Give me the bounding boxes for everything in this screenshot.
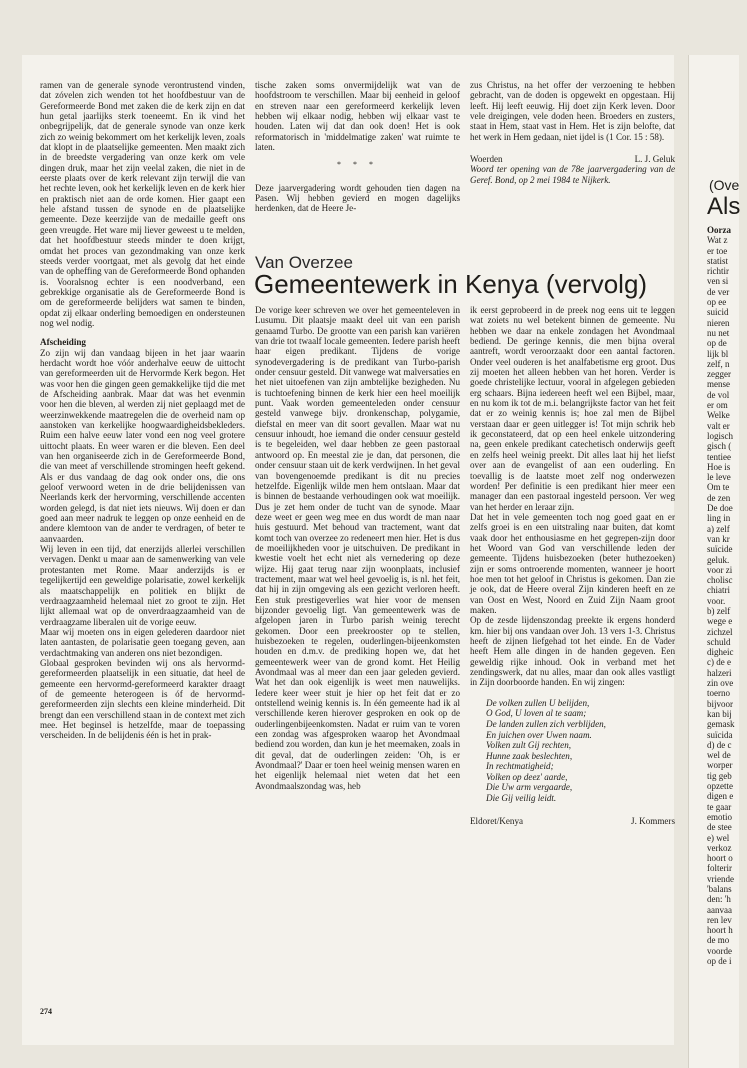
- right-page-line: suïcide: [707, 544, 733, 555]
- right-page-line: suïcida: [707, 729, 733, 740]
- right-page-line: op de: [707, 338, 727, 349]
- section-separator: * * *: [337, 160, 378, 170]
- poem-line: De landen zullen zich verblijden,: [486, 718, 606, 729]
- right-page-line: Hoe is: [707, 461, 731, 472]
- right-page-line: de zen: [707, 492, 731, 503]
- right-page-line: Welke: [707, 410, 730, 421]
- page-number: 274: [40, 1007, 52, 1016]
- right-page-line: digheic: [707, 647, 734, 658]
- right-page-line: tig geb: [707, 770, 732, 781]
- right-page-text: [707, 225, 747, 966]
- right-page-line: aanvaa: [707, 904, 732, 915]
- paragraph: Zo zijn wij dan vandaag bijeen in het jaar waarin herdacht wordt hoe vóór anderhalve eeuw de uittocht van gereformeerden uit de Hervormde Kerk begon. Het was voor hen die gingen geen gemakkelijke tijd die met de Afscheiding aanbrak. Maar dat was het evenmin voor hen die bleven, al werden zij niet geplaagd met de weerzinwekkende maatregelen die de overheid nam op aanstoken van kerkelijke hoogwaardigheidsbekleders. Ruim een halve eeuw later vond een nog veel grotere uittocht plaats. En weer waren er die bleven. Een deel van hen organiseerde zich in de Gereformeerde Bond, die van meet af verschillende stromingen heeft gekend. Als er dus vandaag de dag ook onder ons, die ons geloof verwoord weten in de drie belijdenissen van Neerlands kerk der hervorming, verschillende accenten worden gelegd, is dat niet iets nieuws. Wij doen er dan goed aan meer nadruk te leggen op onze eenheid en de andere klemtoon van de ander te verdragen, of beter te aanvaarden.: [40, 347, 245, 544]
- article1-column-2: [255, 80, 460, 214]
- right-page-line: ling in: [707, 513, 731, 524]
- right-page-line: halzeri: [707, 667, 732, 678]
- right-page-line: c) de e: [707, 657, 731, 668]
- right-page-line: hoort h: [707, 925, 733, 936]
- poem-line: En juichen over Uwen naam.: [486, 729, 592, 740]
- poem-line: In rechtmatigheid;: [486, 761, 554, 772]
- poem-line: De volken zullen U belijden,: [486, 697, 590, 708]
- right-page-line: toerno: [707, 688, 730, 699]
- right-page-line: 'balans: [707, 884, 732, 894]
- right-page-line: te gaar: [707, 801, 732, 812]
- article1-column-3: [470, 80, 675, 245]
- right-page-line: vriende: [707, 873, 734, 884]
- paragraph: zus Christus, na het offer der verzoening te hebben gebracht, van de doden is opgewekt en opgestaan. Hij leeft. Hij leeft eeuwig. Hij doet zijn Kerk leven. Door vele dreigingen, vele doden heen. Broeders en zusters, staat in Hem, staat vast in Hem. Het is zijn belofte, dat het werk in Hem gedaan, niet ijdel is (1 Cor. 15 : 58).: [470, 80, 675, 142]
- right-page-line: zelf, n: [707, 358, 730, 369]
- poem-line: Die Gij veilig leidt.: [486, 793, 557, 804]
- right-page-line: chiatri: [707, 585, 730, 596]
- paragraph: Dat het in vele gemeenten toch nog goed gaat en er zelfs groei is en een uitstraling naar buiten, dat komt vaak door het enthousiasme en het gegrepen-zijn door het Woord van God van verschillende leden der gemeente. Tijdens huisbezoeken (beter huthezoeken) zijn er soms ontroerende momenten, wanneer je hoort hoe men tot het geloof in Christus is gekomen. Dan zie je ook, dat de Heere overal Zijn kinderen heeft en ze van Oost en West, Noord en Zuid Zijn Naam groot maken.: [470, 511, 675, 615]
- right-page-line: op de i: [707, 956, 732, 967]
- right-page-line: wel de: [707, 750, 731, 761]
- paragraph: tische zaken soms onvermijdelijk wat van de hoofdstroom te verschillen. Maar bij eenheid in geloof en streven naar een gereformeerd kerkelijk leven hebben wij elkaar nodig, hebben wij elkaar vast te houden. Laten wij dat dan ook doen! Het is ook reformatorisch in 'middelmatige zaken' wat ruimte te laten.: [255, 80, 460, 153]
- right-page-line: Wat z: [707, 235, 728, 246]
- right-page-line: mense: [707, 379, 730, 390]
- right-page-kicker: (Ove: [709, 177, 740, 193]
- signature-line: [470, 154, 675, 164]
- right-page-line: e) wel: [707, 832, 730, 843]
- right-page-line: geluk.: [707, 554, 730, 565]
- right-page-line: kan bij: [707, 708, 732, 719]
- right-page-line: zichzel: [707, 626, 733, 637]
- right-page-line: statist: [707, 255, 729, 266]
- right-page-line: folterir: [707, 863, 732, 874]
- article2-column-1: [255, 305, 460, 1005]
- article2-title: Gemeentewerk in Kenya (vervolg): [254, 269, 648, 299]
- right-page-line: er toe: [707, 245, 728, 256]
- right-page-line: a) zelf: [707, 523, 730, 534]
- right-page-line: voorde: [707, 945, 732, 956]
- right-page-line: de ver: [707, 286, 730, 297]
- article1-column-1: [40, 80, 245, 1000]
- right-page-line: de stee: [707, 822, 732, 833]
- right-page-line: nu net: [707, 327, 730, 338]
- right-page-line: logisch: [707, 430, 733, 441]
- right-page-line: le leve: [707, 472, 731, 483]
- source-note: Woord ter opening van de 78e jaarvergadering van de Geref. Bond, op 2 mei 1984 te Nijkerk.: [470, 164, 675, 185]
- paragraph: Maar wij moeten ons in eigen gelederen daardoor niet laten aantasten, de polarisatie geen toegang geven, aan verdachtmaking van anderen ons niet bezondigen.: [40, 626, 245, 658]
- right-page-edge: [688, 55, 739, 1068]
- right-page-line: verkoz: [707, 842, 732, 853]
- right-page-line: richtir: [707, 266, 729, 277]
- right-page-line: voor.: [707, 595, 726, 606]
- right-page-line: ren lev: [707, 914, 732, 925]
- psalm-quote: [486, 698, 675, 804]
- right-page-line: wege e: [707, 616, 733, 627]
- paragraph: ramen van de generale synode verontrustend vinden, dat zóvelen zich wenden tot het hoofdbestuur van de Gereformeerde Bond met zaken die de kerk zijn en dat hun getal jaarlijks sterk toeneemt. En ik vind het onbegrijpelijk, dat de generale synode van onze kerk zich zo weinig bekommert om het kerkelijk leven, zoals dat klopt in de plaatselijke gemeenten. Men maakt zich in de breedste vergadering van onze kerk om vele dingen druk, maar het zijn veelal zaken, die niet in de eerste plaats over de kerk relevant zijn terwijl die van het rechte leven, ook het kerkelijk leven en de kerk hier en praktisch niet aan de orde komen. Hier gaapt een hele afstand tussen de synode en de plaatselijke gemeente. Deze keerzijde van de medaille geeft ons geen vreugde. Het ware mij liever geweest u te melden, dat het hoofdbestuur steeds minder te doen krijgt, omdat het proces van gezondmaking van onze kerk steeds verder voortgaat, met als gevolg dat het einde van de opheffing van de Gereformeerde Bond ophanden is. Vooralsnog echter is een noodverband, een gebrekkige organisatie als de Gereformeerde Bond is om de gereformeerde belijders wat samen te binden, opdat zij elkaar onderling bemoedigen en ondersteunen nog wel nodig.: [40, 80, 245, 328]
- signature-author: J. Kommers: [631, 815, 675, 826]
- right-page-line: gemask: [707, 719, 735, 730]
- right-page-line: schuld: [707, 636, 731, 647]
- right-page-line: d) de c: [707, 739, 732, 750]
- article2-kicker: Van Overzee: [255, 253, 353, 272]
- right-page-line: worper: [707, 760, 733, 771]
- section-heading: Afscheiding: [40, 337, 86, 348]
- right-page-line: Oorza: [707, 225, 731, 235]
- right-page-line: opzette: [707, 781, 733, 792]
- right-page-line: bijvoor: [707, 698, 733, 709]
- right-page-line: cholisc: [707, 575, 733, 586]
- paragraph: Deze jaarvergadering wordt gehouden tien dagen na Pasen. Wij hebben gevierd en mogen dagelijks herdenken, dat de Heere Je-: [255, 182, 460, 214]
- right-page-line: de mo: [707, 935, 730, 946]
- right-page-line: op ee: [707, 297, 727, 308]
- right-page-line: er om: [707, 400, 728, 411]
- poem-line: Volken zult Gij rechten,: [486, 740, 572, 751]
- paragraph: ik eerst geprobeerd in de preek nog eens uit te leggen wat zoiets nu wel betekent binnen de gemeente. Nu hebben we daar na enkele zondagen het Avondmaal bediend. De geringe kennis, die men bijna overal aantreft, wordt veroorzaakt door een aantal factoren. Onder veel ouderen is het analfabetisme erg groot. Dus zij moeten het alleen hebben van het horen. Verder is goede christelijke lectuur, vooral in afgelegen gebieden erg schaars. Bijna iedereen heeft wel een Bijbel, maar, en nu kom ik tot de m.i. belangrijkste factor van het feit dat er zo weinig kennis is; hoe zal men de Bijbel verstaan daar er geen uitlegger is! Tot mijn schrik heb ik geconstateerd, dat op een heel enkele uitzondering na, geen enkele predikant catechetisch onderwijs geeft en zelfs heel weinig preekt. Dit alles laat hij het liefst over aan de evangelist of aan een ouderling. En toevallig is de laatste moet zelf nog onderwezen worden! Per definitie is een predikant hier meer een manager dan een pastoraal ingesteld persoon. Ver weg van het herder en leraar zijn.: [470, 305, 675, 512]
- right-page-line: hoort o: [707, 853, 733, 864]
- poem-line: Die Uw arm vergaarde,: [486, 782, 573, 793]
- right-page-line: tentiee: [707, 451, 731, 462]
- signature-place: Eldoret/Kenya: [470, 815, 524, 826]
- right-page-line: den: 'h: [707, 894, 731, 905]
- paragraph: Globaal gesproken bevinden wij ons als hervormd-gereformeerden plaatselijk in een situatie, dat heel de gemeente een hervormd-gereformeerd karakter draagt of de gemeente heterogeen is óf de hervormd-gereformeerden zijn slechts een kleine minderheid. Dit brengt dan een verschillend staan in de context met zich mee. Het beginsel is hetzelfde, maar de toepassing verscheiden. In de belijdenis één is het in prak-: [40, 657, 245, 741]
- poem-line: O God, U loven al te saam;: [486, 708, 587, 719]
- poem-line: Volken op deez' aarde,: [486, 771, 568, 782]
- right-page-line: voor zi: [707, 564, 733, 575]
- right-page-line: Om te: [707, 482, 730, 493]
- paragraph: Wij leven in een tijd, dat enerzijds allerlei verschillen vervagen. Denkt u maar aan de samenwerking van vele protestanten met Rome. Maar anderzijds is er tegelijkertijd een geweldige polarisatie, zowel kerkelijk als maatschappelijk en politiek en blijkt de verdraagzaamheid helemaal niet zo groot te zijn. Het lijkt allemaal wat op de onverdraagzaamheid van de verdraagzame liberalen uit de vorige eeuw.: [40, 544, 245, 627]
- right-page-line: zin ove: [707, 678, 734, 689]
- poem-line: Hunne zaak beslechten,: [486, 750, 573, 761]
- paragraph: De vorige keer schreven we over het gemeenteleven in Lusumu. Dit plaatsje maakt deel uit van een parish genaamd Turbo. De grootte van een parish kan variëren van drie tot twaalf locale gemeenten. Iedere parish heeft haar eigen predikant. Tijdens de vorige synodevergadering is de predikant van Turbo-parish onder censuur gesteld. Dit vanwege wat malversaties en het niet uitoefenen van zijn ambtelijke bezigheden. Nu is tuchtoefening binnen de kerk hier een heel moeilijk punt. Vaak worden gemeenteleden onder censuur gesteld vanwege bijv. dronkenschap, polygamie, diefstal en meer van dit soort gevallen. Maar wat nu censuur inhoudt, hoe iemand die onder censuur gesteld is te begeleiden, wel daar hebben ze geen pastoraal antwoord op. En meestal zie je dan, dat personen, die onder censuur staan uit de kerk verdwijnen. In het geval van bovengenoemde predikant is dit nu precies hetzelfde. Eigenlijk wilde men hem ontslaan. Maar dat is binnen de bestaande verhoudingen ook wat moeilijk. Dus je zet hem onder de tucht van de synode. Maar deze weet er geen weg mee en dus wordt de man naar huis gestuurd. Met behoud van tractement, want dat komt toch van overzee zo redeneert men hier. Het is dus de moeilijkheden voor je uitschuiven. De predikant in kwestie voelt het echt niet als vernedering op deze wijze. Hij gaat terug naar zijn woonplaats, inclusief tractement, maar wat wel heel gevoelig is, is nl. het feit, dat hij in zijn omgeving als een gezicht verloren heeft. Een stuk prestigeverlies wat hier voor de mensen bijzonder gevoelig ligt. Van gemeentewerk was de afgelopen jaren in Turbo parish weinig terecht gekomen. Door een preekrooster op te stellen, huisbezoeken te regelen, ouderlingen-bijeenkomsten houden en d.m.v. de prediking hopen we, dat het gemeentewerk weer van de grond komt. Het Heilig Avondmaal was al meer dan een jaar geleden gevierd. Wat het dan ook eigenlijk is weet men nauwelijks. Iedere keer weer stuit je hier op het feit dat er zo ontstellend weinig kennis is. In één gemeente had ik al verschillende keren hierover gesproken en ook op de ouderlingenbijeenkomsten. Nadat er ruim van te voren een zondag was afgesproken waarop het Avondmaal bediend zou worden, dan kun je het meemaken, zoals in dit geval, dat de ouderlingen zeiden: 'Oh, is er Avondmaal?' Daar er toen heel weinig mensen waren en het eigenlijk helemaal niet weten dat het een Avondmaalszondag was, heb: [255, 305, 460, 791]
- article2-column-2: [470, 305, 675, 1005]
- right-page-line: zegger: [707, 369, 731, 380]
- signature-place: Woerden: [470, 154, 503, 165]
- right-page-line: suicid: [707, 307, 729, 318]
- right-page-line: ven si: [707, 276, 729, 287]
- paragraph: Op de zesde lijdenszondag preekte ik ergens honderd km. hier bij ons vandaan over Joh. 13 vers 1-3. Christus heeft de zijnen liefgehad tot het einde. En de Vader heeft Hem alle dingen in de handen gegeven. Een geweldig rijke inhoud. Ook in verband met het zendingswerk, dat nu alles, maar dan ook alles vastligt in Zijn doorboorde handen. En wij zingen:: [470, 615, 675, 688]
- right-page-line: van kr: [707, 533, 730, 544]
- right-page-line: lijk bl: [707, 348, 729, 359]
- right-page-line: gisch (: [707, 441, 732, 452]
- right-page-line: valt er: [707, 420, 730, 431]
- right-page-line: De doe: [707, 503, 733, 514]
- right-page-title: Als: [707, 193, 741, 220]
- right-page-line: de vol: [707, 389, 730, 400]
- signature-author: L. J. Geluk: [634, 154, 675, 165]
- signature-line: [470, 816, 675, 826]
- right-page-line: b) zelf: [707, 605, 731, 616]
- right-page-line: emotio: [707, 811, 732, 822]
- right-page-line: digen e: [707, 791, 734, 802]
- right-page-line: nieren: [707, 317, 730, 328]
